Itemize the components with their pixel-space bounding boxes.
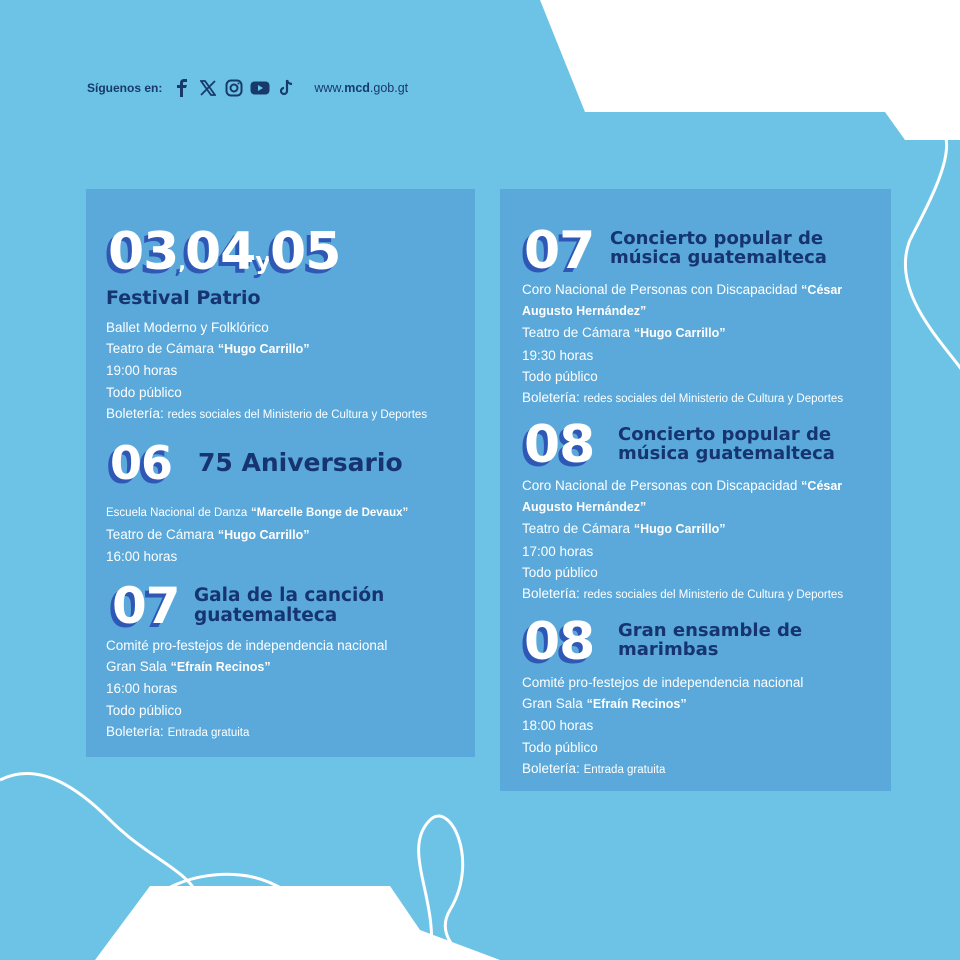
event-title: Gala de la canción guatemalteca	[194, 585, 385, 626]
event-title: Festival Patrio	[106, 287, 261, 309]
event-details: Comité pro-festejos de independencia nacional Gran Sala “Efraín Recinos” 16:00 horas Todo público Boletería: Entrada gratuita	[106, 638, 388, 739]
event-day: 08	[524, 612, 595, 672]
website-link[interactable]: www.mcd.gob.gt	[314, 81, 409, 95]
bottom-curve-line-2	[419, 816, 470, 960]
instagram-icon[interactable]	[224, 78, 244, 98]
facebook-icon[interactable]	[172, 78, 192, 98]
event-details: Escuela Nacional de Danza “Marcelle Bonge de Devaux” Teatro de Cámara “Hugo Carrillo” 16:00 horas	[106, 507, 409, 565]
social-header	[87, 76, 408, 100]
event-details: Coro Nacional de Personas con Discapacidad “César Augusto Hernández” Teatro de Cámara “Hugo Carrillo” 17:00 horas Todo público Boletería: redes sociales del Ministerio de Cultura y Deportes	[522, 478, 844, 602]
follow-label: Síguenos en:	[87, 81, 163, 95]
event-day: 08	[524, 415, 595, 475]
event-details: Comité pro-festejos de independencia nacional Gran Sala “Efraín Recinos” 18:00 horas Todo público Boletería: Entrada gratuita	[522, 675, 804, 776]
event-title: 75 Aniversario	[198, 448, 403, 477]
youtube-icon[interactable]	[250, 78, 270, 98]
tiktok-icon[interactable]	[276, 78, 296, 98]
event-details: Ballet Moderno y Folklórico Teatro de Cámara “Hugo Carrillo” 19:00 horas Todo público Boletería: redes sociales del Ministerio de Cultura y Deportes	[106, 320, 428, 421]
top-white-band	[540, 0, 960, 140]
x-icon[interactable]	[198, 78, 218, 98]
event-dates: 03,04y05	[108, 222, 341, 282]
event-day: 06	[110, 436, 173, 490]
right-events-panel	[500, 189, 891, 791]
event-title: Concierto popular de música guatemalteca	[610, 228, 827, 269]
event-details: Coro Nacional de Personas con Discapacidad “César Augusto Hernández” Teatro de Cámara “Hugo Carrillo” 19:30 horas Todo público Boletería: redes sociales del Ministerio de Cultura y Deportes	[522, 282, 844, 406]
bottom-white-band	[95, 886, 500, 960]
left-events-panel	[86, 189, 475, 757]
event-title: Gran ensamble de marimbas	[618, 620, 803, 661]
bottom-curve-line	[0, 774, 380, 960]
event-title: Concierto popular de música guatemalteca	[618, 424, 835, 465]
event-day: 07	[112, 577, 180, 635]
event-day: 07	[524, 221, 595, 281]
